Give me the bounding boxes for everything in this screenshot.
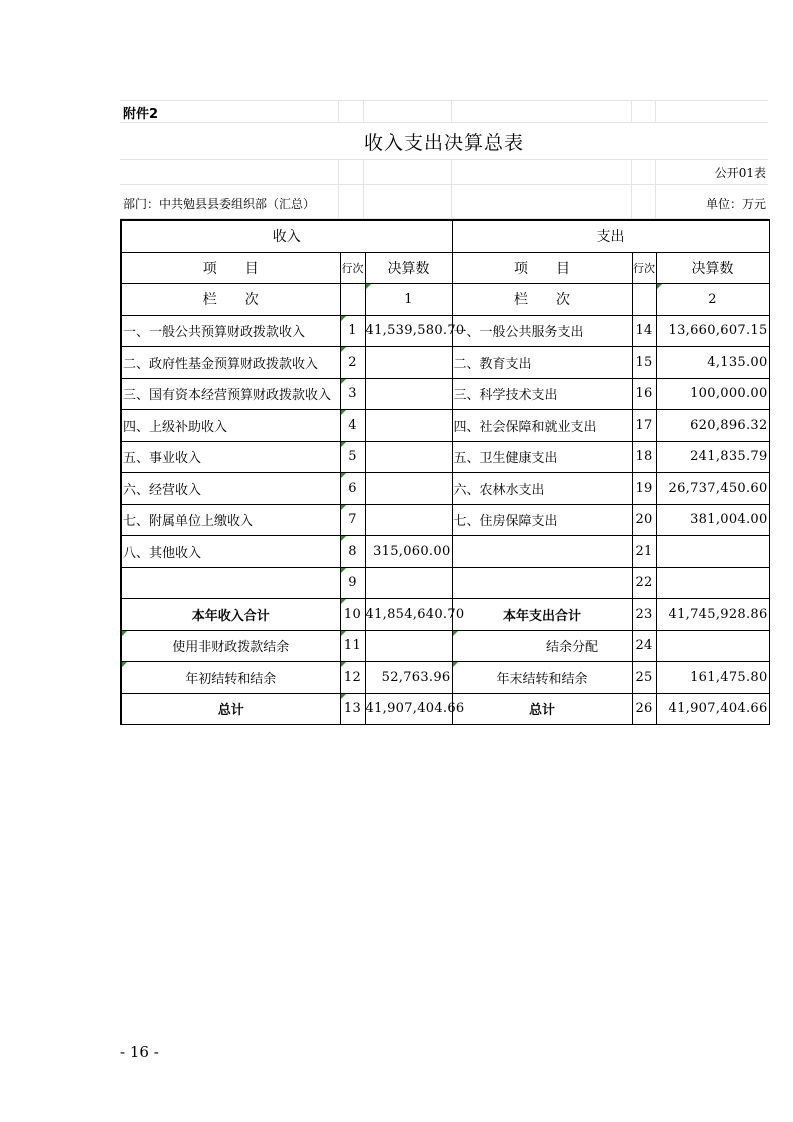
table-code: 公开01表	[714, 166, 766, 180]
income-line-blank	[340, 284, 365, 316]
income-item-header: 项 目	[121, 252, 340, 284]
expense-item	[452, 536, 632, 568]
expense-amount: 4,135.00	[656, 347, 769, 379]
year-income-total-amount: 41,854,640.70	[365, 599, 452, 631]
income-line: 4	[340, 410, 365, 442]
income-amount	[365, 504, 452, 536]
expense-column-number: 2	[656, 284, 769, 316]
non-fiscal-line: 11	[340, 630, 365, 662]
non-fiscal-row	[121, 630, 769, 662]
year-total-row	[121, 599, 769, 631]
expense-item-header: 项 目	[452, 252, 632, 284]
surplus-distribution-label: 结余分配	[452, 630, 632, 662]
table-row	[121, 410, 769, 442]
expense-amount	[656, 536, 769, 568]
department-row	[120, 185, 768, 219]
year-expense-total-label: 本年支出合计	[452, 599, 632, 631]
income-line: 1	[340, 315, 365, 347]
table-row	[121, 473, 769, 505]
income-line: 6	[340, 473, 365, 505]
column-header-row	[121, 252, 769, 284]
table-row	[121, 536, 769, 568]
expense-line: 14	[632, 315, 656, 347]
income-amount	[365, 441, 452, 473]
year-expense-total-amount: 41,745,928.86	[656, 599, 769, 631]
table-row	[121, 441, 769, 473]
income-expense-table	[120, 219, 770, 725]
income-line: 5	[340, 441, 365, 473]
income-line: 2	[340, 347, 365, 379]
department-label: 部门：中共勉县县委组织部（汇总）	[123, 197, 316, 211]
balance-row	[121, 662, 769, 694]
year-income-total-label: 本年收入合计	[121, 599, 340, 631]
grand-income-total-amount: 41,907,404.66	[365, 693, 452, 725]
end-balance-amount: 161,475.80	[656, 662, 769, 694]
income-amount	[365, 410, 452, 442]
expense-line: 19	[632, 473, 656, 505]
begin-balance-amount: 52,763.96	[365, 662, 452, 694]
grand-income-total-line: 13	[340, 693, 365, 725]
title-row	[120, 123, 768, 160]
sheet-header	[120, 100, 768, 219]
income-line: 9	[340, 567, 365, 599]
attachment-label: 附件2	[123, 107, 159, 122]
year-expense-total-line: 23	[632, 599, 656, 631]
expense-item: 七、住房保障支出	[452, 504, 632, 536]
expense-line-blank	[632, 284, 656, 316]
expense-line: 16	[632, 378, 656, 410]
income-column-label: 栏 次	[121, 284, 340, 316]
grand-income-total-label: 总计	[121, 693, 340, 725]
surplus-distribution-amount	[656, 630, 769, 662]
income-item: 三、国有资本经营预算财政拨款收入	[121, 378, 340, 410]
expense-amount: 13,660,607.15	[656, 315, 769, 347]
expense-line: 22	[632, 567, 656, 599]
expense-line: 15	[632, 347, 656, 379]
income-item: 八、其他收入	[121, 536, 340, 568]
expense-amount: 381,004.00	[656, 504, 769, 536]
table-row	[121, 378, 769, 410]
expense-item	[452, 567, 632, 599]
section-header-row	[121, 220, 769, 252]
income-item: 四、上级补助收入	[121, 410, 340, 442]
expense-line: 21	[632, 536, 656, 568]
expense-amount: 100,000.00	[656, 378, 769, 410]
table-row	[121, 347, 769, 379]
table-row	[121, 567, 769, 599]
attachment-row	[120, 101, 768, 123]
expense-amount: 241,835.79	[656, 441, 769, 473]
expense-item: 六、农林水支出	[452, 473, 632, 505]
expense-item: 五、卫生健康支出	[452, 441, 632, 473]
table-row	[121, 315, 769, 347]
page-title: 收入支出决算总表	[363, 132, 524, 154]
begin-balance-label: 年初结转和结余	[121, 662, 340, 694]
income-amount	[365, 473, 452, 505]
expense-amount	[656, 567, 769, 599]
income-item: 七、附属单位上缴收入	[121, 504, 340, 536]
grand-total-row	[121, 693, 769, 725]
income-amount	[365, 567, 452, 599]
expense-line: 17	[632, 410, 656, 442]
end-balance-label: 年末结转和结余	[452, 662, 632, 694]
income-column-number: 1	[365, 284, 452, 316]
column-number-row	[121, 284, 769, 316]
expense-amount: 620,896.32	[656, 410, 769, 442]
unit-label: 单位：万元	[705, 197, 766, 211]
page-number: - 16 -	[120, 1043, 159, 1061]
end-balance-line: 25	[632, 662, 656, 694]
year-income-total-line: 10	[340, 599, 365, 631]
begin-balance-line: 12	[340, 662, 365, 694]
grand-expense-total-amount: 41,907,404.66	[656, 693, 769, 725]
final-accounts-sheet	[120, 100, 768, 725]
non-fiscal-label: 使用非财政拨款结余	[121, 630, 340, 662]
income-item	[121, 567, 340, 599]
income-line: 7	[340, 504, 365, 536]
expense-line: 20	[632, 504, 656, 536]
income-item: 一、一般公共预算财政拨款收入	[121, 315, 340, 347]
expense-item: 四、社会保障和就业支出	[452, 410, 632, 442]
expense-item: 三、科学技术支出	[452, 378, 632, 410]
expense-amount-header: 决算数	[656, 252, 769, 284]
table-row	[121, 504, 769, 536]
income-item: 五、事业收入	[121, 441, 340, 473]
non-fiscal-amount	[365, 630, 452, 662]
income-amount: 41,539,580.70	[365, 315, 452, 347]
expense-amount: 26,737,450.60	[656, 473, 769, 505]
income-amount-header: 决算数	[365, 252, 452, 284]
income-item: 六、经营收入	[121, 473, 340, 505]
expense-column-label: 栏 次	[452, 284, 632, 316]
expense-section-header: 支出	[452, 220, 769, 252]
expense-item: 二、教育支出	[452, 347, 632, 379]
income-amount: 315,060.00	[365, 536, 452, 568]
income-line: 3	[340, 378, 365, 410]
income-line: 8	[340, 536, 365, 568]
grand-expense-total-label: 总计	[452, 693, 632, 725]
expense-item: 一、一般公共服务支出	[452, 315, 632, 347]
expense-line-header: 行次	[632, 252, 656, 284]
code-row	[120, 160, 768, 185]
income-line-header: 行次	[340, 252, 365, 284]
expense-line: 18	[632, 441, 656, 473]
income-amount	[365, 347, 452, 379]
income-amount	[365, 378, 452, 410]
grand-expense-total-line: 26	[632, 693, 656, 725]
surplus-distribution-line: 24	[632, 630, 656, 662]
income-item: 二、政府性基金预算财政拨款收入	[121, 347, 340, 379]
income-section-header: 收入	[121, 220, 452, 252]
